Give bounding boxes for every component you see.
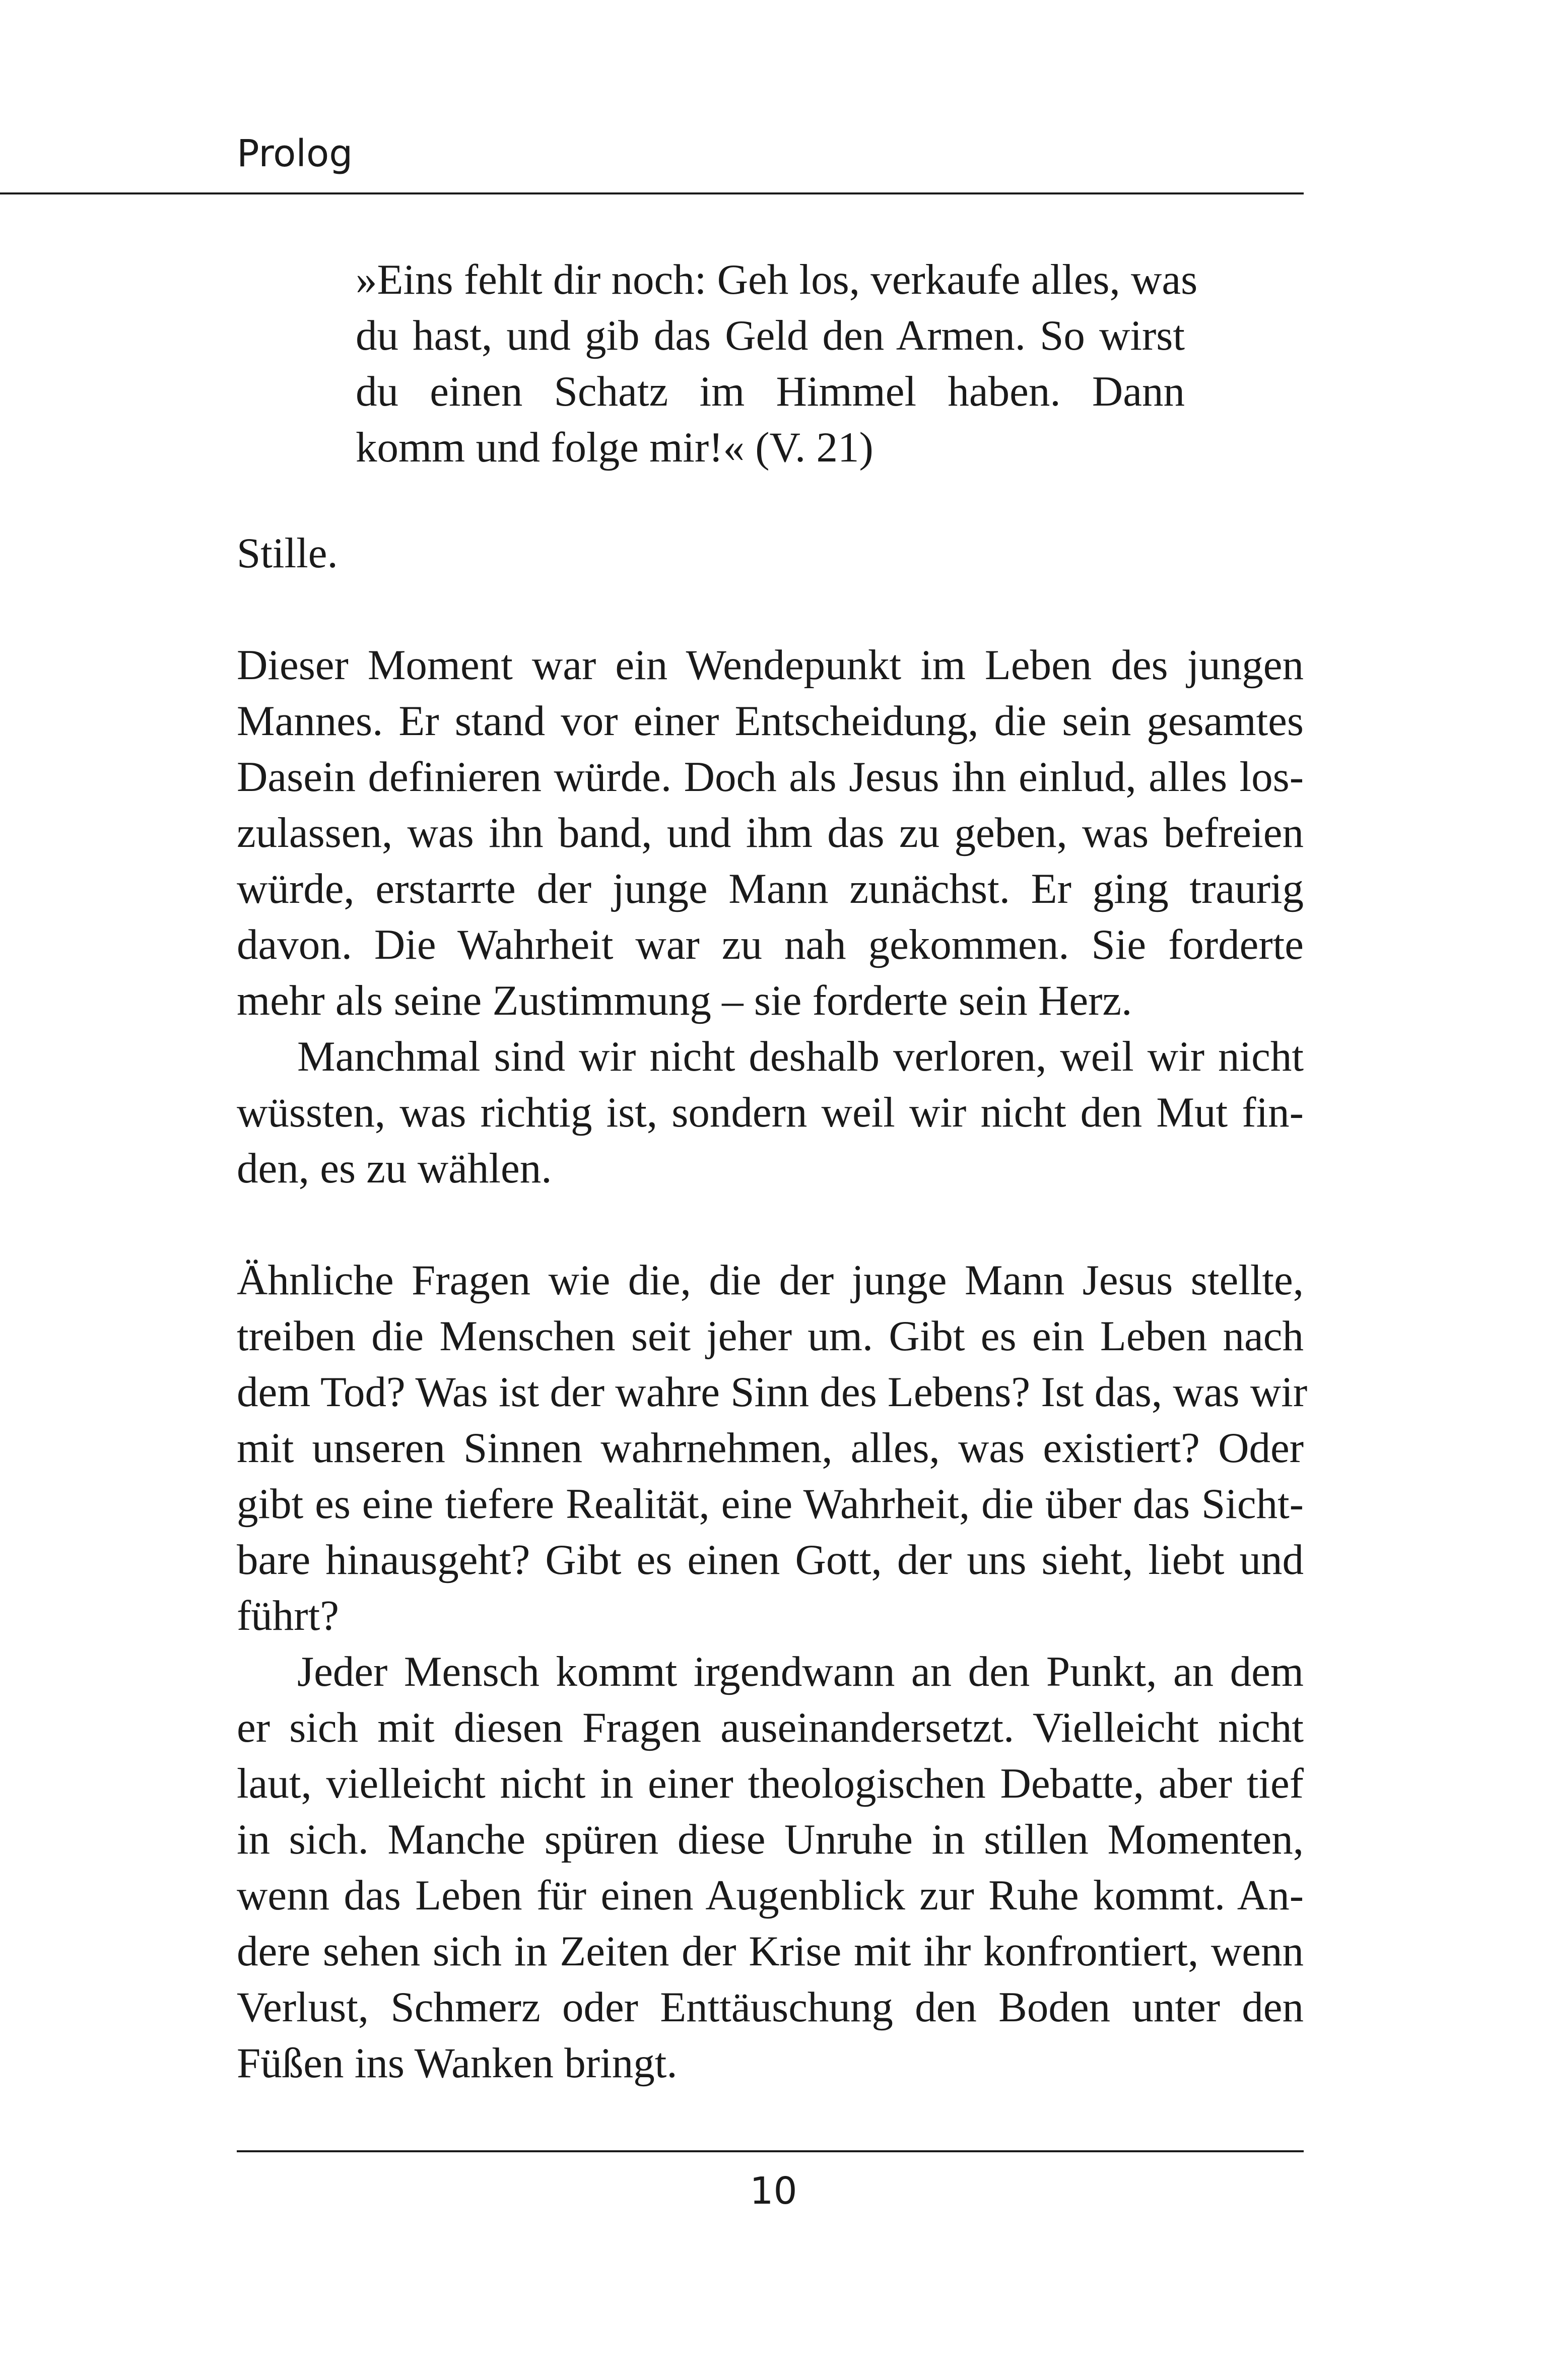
paragraph-4 xyxy=(237,1644,1304,2091)
section-1 xyxy=(237,637,1304,1197)
paragraph-3 xyxy=(237,1252,1308,1644)
quote-line: komm und folge mir!« (V. 21) xyxy=(356,424,873,471)
section-2 xyxy=(237,1252,1308,2091)
text-line: gibt es eine tiefere Realität, eine Wahrheit, die über das Sicht- xyxy=(237,1480,1304,1528)
text-line: laut, vielleicht nicht in einer theologischen Debatte, aber tief xyxy=(237,1760,1304,1807)
text-line: treiben die Menschen seit jeher um. Gibt es ein Leben nach xyxy=(237,1312,1304,1360)
header-rule xyxy=(0,192,1304,194)
text-line: wenn das Leben für einen Augenblick zur Ruhe kommt. An- xyxy=(237,1872,1304,1919)
text-line: mit unseren Sinnen wahrnehmen, alles, was existiert? Oder xyxy=(237,1424,1304,1472)
footer-rule xyxy=(237,2150,1304,2152)
quote-line: du hast, und gib das Geld den Armen. So wirst xyxy=(356,312,1185,359)
text-line: Ähnliche Fragen wie die, die der junge Mann Jesus stellte, xyxy=(237,1257,1304,1304)
text-line: davon. Die Wahrheit war zu nah gekommen. Sie forderte xyxy=(237,921,1304,968)
text-line: führt? xyxy=(237,1592,339,1639)
text-line: Mannes. Er stand vor einer Entscheidung, die sein gesamtes xyxy=(237,697,1304,745)
bible-quote xyxy=(356,252,1198,476)
text-line: den, es zu wählen. xyxy=(237,1145,552,1192)
quote-line: du einen Schatz im Himmel haben. Dann xyxy=(356,368,1185,415)
text-line: würde, erstarrte der junge Mann zunächst. Er ging traurig xyxy=(237,865,1304,912)
text-line: dere sehen sich in Zeiten der Krise mit ihr konfrontiert, wenn xyxy=(237,1928,1304,1975)
text-line: zulassen, was ihn band, und ihm das zu geben, was befreien xyxy=(237,809,1304,856)
paragraph-2 xyxy=(237,1029,1304,1197)
page-body xyxy=(237,252,1308,2091)
page-number: 10 xyxy=(750,2169,797,2213)
text-line: mehr als seine Zustimmung – sie forderte sein Herz. xyxy=(237,977,1132,1024)
standalone-line: Stille. xyxy=(237,530,338,577)
quote-line: »Eins fehlt dir noch: Geh los, verkaufe alles, was xyxy=(356,256,1198,303)
text-line: wüssten, was richtig ist, sondern weil wir nicht den Mut fin- xyxy=(237,1089,1304,1136)
text-line: in sich. Manche spüren diese Unruhe in stillen Momenten, xyxy=(237,1816,1304,1863)
text-line: er sich mit diesen Fragen auseinandersetzt. Vielleicht nicht xyxy=(237,1704,1304,1751)
text-line: bare hinausgeht? Gibt es einen Gott, der uns sieht, liebt und xyxy=(237,1536,1304,1583)
text-line: Jeder Mensch kommt irgendwann an den Punkt, an dem xyxy=(297,1648,1304,1695)
text-line: Verlust, Schmerz oder Enttäuschung den Boden unter den xyxy=(237,1984,1304,2031)
text-line: Dieser Moment war ein Wendepunkt im Leben des jungen xyxy=(237,641,1304,689)
text-line: Dasein definieren würde. Doch als Jesus ihn einlud, alles los- xyxy=(237,753,1304,801)
text-line: Manchmal sind wir nicht deshalb verloren, weil wir nicht xyxy=(297,1033,1304,1080)
text-line: Füßen ins Wanken bringt. xyxy=(237,2039,678,2087)
paragraph-1 xyxy=(237,637,1304,1029)
running-header-title: Prolog xyxy=(237,132,353,175)
text-line: dem Tod? Was ist der wahre Sinn des Lebens? Ist das, was wir xyxy=(237,1368,1308,1416)
